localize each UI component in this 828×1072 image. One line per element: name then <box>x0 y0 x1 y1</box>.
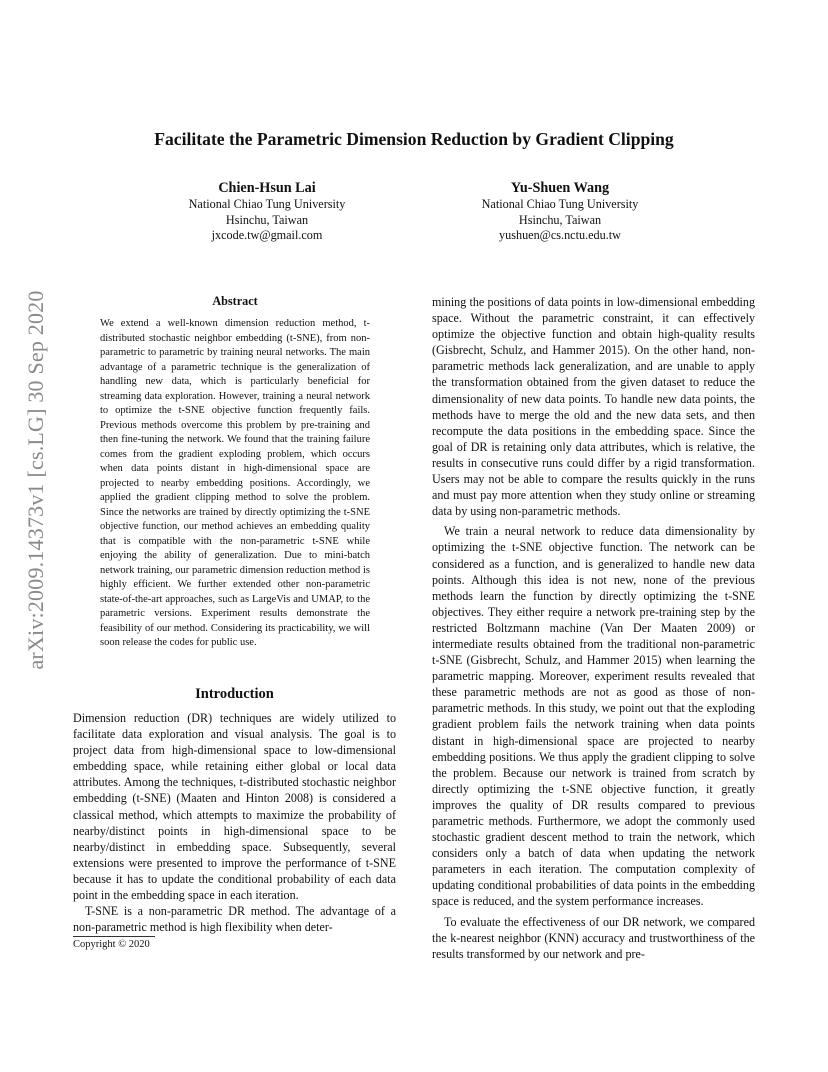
copyright-footnote: Copyright © 2020 <box>73 939 150 950</box>
author-name: Chien-Hsun Lai <box>218 180 316 196</box>
author-name: Yu-Shuen Wang <box>510 180 610 196</box>
paragraph: mining the positions of data points in low-dimensional embedding space. Without the parametric constraint, it can effectively optimize the objective function and obtain high-quality results (Gisbrecht, Schulz, and Hammer 2015). On the other hand, non-parametric methods lack generalization, and are unable to apply the transformation obtained from the given dataset to reduce the dimensionality of new data points. To handle new data points, the methods have to merge the old and the new data sets, and then recompute the data positions in the embedding space. Since the goal of DR is retaining only data attributes, which is relative, the results in consecutive runs could differ by a rigid transformation. Users may not be able to compare the results quickly in the runs and must pay more attention when they study online or streaming data by using non-parametric methods. <box>432 295 755 519</box>
author-block-1 <box>137 179 397 244</box>
author-location: Hsinchu, Taiwan <box>518 212 602 227</box>
author-affiliation: National Chiao Tung University <box>188 197 346 211</box>
left-column-body <box>73 710 396 935</box>
author-email: jxcode.tw@gmail.com <box>211 228 323 243</box>
arxiv-stamp-text: arXiv:2009.14373v1 [cs.LG] 30 Sep 2020 <box>23 290 48 670</box>
author-block-2 <box>430 179 690 244</box>
footnote-rule <box>73 936 155 937</box>
paragraph: T-SNE is a non-parametric DR method. The advantage of a non-parametric method is high flexibility when deter- <box>73 904 396 935</box>
abstract-heading: Abstract <box>212 294 258 308</box>
introduction-heading: Introduction <box>195 686 274 702</box>
author-location: Hsinchu, Taiwan <box>225 212 309 227</box>
paper-title: Facilitate the Parametric Dimension Reduction by Gradient Clipping <box>154 129 674 149</box>
author-email: yushuen@cs.nctu.edu.tw <box>499 228 621 243</box>
abstract-text: We extend a well-known dimension reduction method, t-distributed stochastic neighbor embedding (t-SNE), from non-parametric to parametric by training neural networks. The main advantage of a parametric technique is the generalization of handling new data, which is particularly beneficial for streaming data exploration. However, training a neural network to optimize the t-SNE objective function frequently fails. Previous methods overcome this problem by pre-training and then fine-tuning the network. We found that the training failure comes from the gradient exploding problem, which occurs when data points distant in high-dimensional space are projected to nearby embedding positions. Accordingly, we applied the gradient clipping method to solve the problem. Since the networks are trained by directly optimizing the t-SNE objective function, our method achieves an embedding quality that is compatible with the non-parametric t-SNE while enjoying the ability of generalization. Due to mini-batch network training, our parametric dimension reduction method is highly efficient. We further extended other non-parametric state-of-the-art approaches, such as LargeVis and UMAP, to the parametric versions. Experiment results demonstrate the feasibility of our method. Considering its practicability, we will soon release the codes for public use. <box>100 318 370 648</box>
paragraph: Dimension reduction (DR) techniques are widely utilized to facilitate data exploration and visual analysis. The goal is to project data from high-dimensional space to low-dimensional embedding space, while retaining either global or local data attributes. Among the techniques, t-distributed stochastic neighbor embedding (t-SNE) (Maaten and Hinton 2008) is considered a classical method, which attempts to maximize the probability of nearby/distinct points in high-dimensional space to be nearby/distinct in embedding space. Subsequently, several extensions were presented to improve the performance of t-SNE because it has to update the conditional probability of each data point in the embedding space in each iteration. <box>73 711 396 903</box>
paragraph: We train a neural network to reduce data dimensionality by optimizing the t-SNE objective function. The network can be considered as a function, and is generalized to handle new data points. Although this idea is not new, none of the previous methods learn the function by directly optimizing the t-SNE objectives. They either require a network pre-training step by the restricted Boltzmann machine (Van Der Maaten 2009) or intermediate results obtained from the traditional non-parametric t-SNE (Gisbrecht, Schulz, and Hammer 2015) when learning the parametric mapping. Moreover, experiment results revealed that these parametric methods are not as good as those of non-parametric methods. In this study, we point out that the exploding gradient problem fails the network training when data points distant in high-dimensional space are projected to nearby embedding positions. We thus apply the gradient clipping to solve the problem. Because our network is trained from scratch by directly optimizing the t-SNE objective function, it greatly improves the quality of DR results compared to previous parametric methods. Furthermore, we adopt the commonly used stochastic gradient descent method to train the network, which considers only a batch of data when updating the network parameters in each iteration. The computation complexity of updating conditional probabilities of data points in the embedding space is reduced, and the system performance increases. <box>432 524 755 909</box>
right-column-body <box>432 294 755 962</box>
author-affiliation: National Chiao Tung University <box>481 197 639 211</box>
paragraph: To evaluate the effectiveness of our DR network, we compared the k-nearest neighbor (KNN) accuracy and trustworthiness of the results transformed by our network and pre- <box>432 914 755 961</box>
